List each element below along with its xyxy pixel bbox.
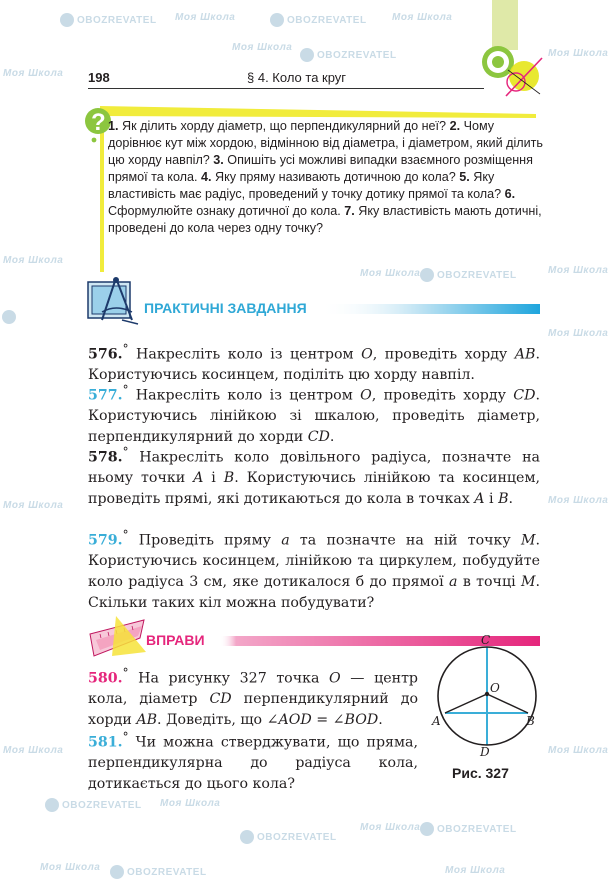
q3-text: Опишіть усі можливі випадки взаємного розміщення прямої та кола. bbox=[108, 153, 533, 184]
ex576-var: O bbox=[361, 346, 373, 363]
ex579-text: Проведіть пряму bbox=[128, 532, 282, 549]
ex577-var: O bbox=[360, 387, 372, 404]
q7-text: Яку властивість мають дотичні, проведені до кола через одну точку? bbox=[108, 204, 542, 235]
watermark-obozrevatel: OBOZREVATEL bbox=[420, 822, 517, 836]
watermark-moya-shkola: Моя Школа bbox=[175, 12, 236, 23]
ex578-text: Накресліть коло довільного радіуса, позначте на ньому точки bbox=[88, 449, 540, 487]
watermark-moya-shkola: Моя Школа bbox=[3, 68, 64, 79]
watermark-obozrevatel: OBOZREVATEL bbox=[420, 268, 517, 282]
watermark-moya-shkola: Моя Школа bbox=[3, 500, 64, 511]
q4-text: Яку пряму називають дотичною до кола? bbox=[211, 170, 460, 184]
exercise-581 bbox=[88, 727, 418, 795]
ex576-text: , проведіть хорду bbox=[372, 346, 515, 363]
watermark-moya-shkola: Моя Школа bbox=[548, 745, 608, 756]
ex579-text: . Користуючись косинцем, лінійкою та циркулем, побудуйте коло радіуса 3 см, яке дотикалося б до прямої bbox=[88, 532, 540, 590]
ex576-text: Накресліть коло із центром bbox=[128, 346, 362, 363]
ex576-number: 576. bbox=[88, 346, 123, 363]
ex580-var: O bbox=[329, 670, 341, 687]
ex579-var: a bbox=[281, 532, 290, 549]
watermark-moya-shkola: Моя Школа bbox=[548, 265, 608, 276]
exercise-578 bbox=[88, 442, 540, 510]
ex578-var: B bbox=[498, 490, 509, 507]
q7-num: 7. bbox=[344, 204, 355, 218]
watermark-moya-shkola: Моя Школа bbox=[548, 328, 608, 339]
ex578-var: B bbox=[223, 470, 235, 487]
ex578-text: . Користуючись лінійкою та косинцем, проведіть прямі, які дотикаються до кола в точках bbox=[88, 470, 540, 507]
radius-ob bbox=[487, 694, 528, 713]
watermark-obozrevatel: OBOZREVATEL bbox=[300, 48, 397, 62]
q6-text: Сформулюйте ознаку дотичної до кола. bbox=[108, 204, 345, 218]
q2-text: Чому дорівнює кут між хордою, відмінною від діаметра, і діаметром, який ділить цю хорду навпіл? bbox=[108, 119, 543, 167]
ex579-text: та позначте на ній точку bbox=[289, 532, 521, 549]
questions-text bbox=[108, 118, 548, 237]
ex581-text: Чи можна стверджувати, що пряма, перпендикулярна до радіуса кола, дотикається до цього кола? bbox=[88, 734, 418, 792]
watermark-obozrevatel: OBOZREVATEL bbox=[110, 865, 207, 879]
ex580-number: 580. bbox=[88, 670, 123, 687]
q2-num: 2. bbox=[449, 119, 461, 133]
ex578-text: і bbox=[203, 470, 224, 487]
point-o bbox=[485, 692, 489, 696]
ex578-number: 578. bbox=[88, 449, 123, 466]
ex577-text: . bbox=[329, 428, 335, 445]
radius-oa bbox=[445, 694, 487, 713]
watermark-moya-shkola: Моя Школа bbox=[548, 48, 608, 59]
ruler-triangle-icon bbox=[86, 612, 148, 662]
q5-text: Яку властивість має радіус, проведений у точку дотику прямої та кола? bbox=[108, 170, 505, 201]
ex578-text: . bbox=[508, 490, 514, 507]
label-a: A bbox=[432, 714, 441, 728]
ex577-text: , проведіть хорду bbox=[371, 387, 514, 404]
chapter-emblem-icon bbox=[478, 0, 546, 100]
ex580-equation: ∠AOD = ∠BOD bbox=[266, 711, 379, 728]
ex578-var: A bbox=[193, 470, 204, 487]
page-number: 198 bbox=[88, 70, 110, 85]
watermark-moya-shkola: Моя Школа bbox=[40, 862, 101, 873]
watermark-moya-shkola: Моя Школа bbox=[360, 268, 421, 279]
ex577-text: . Користуючись лінійкою зі шкалою, проведіть діаметр, перпендикулярний до хорди bbox=[88, 387, 540, 445]
q6-num: 6. bbox=[504, 187, 516, 201]
ex579-var: M bbox=[520, 573, 536, 590]
ex580-degree: ° bbox=[122, 666, 129, 680]
header-rule bbox=[88, 88, 484, 89]
ex579-degree: ° bbox=[122, 528, 129, 542]
ex576-degree: ° bbox=[122, 342, 129, 356]
ex580-text: . Доведіть, що bbox=[157, 711, 267, 728]
q1-num: 1. bbox=[108, 119, 119, 133]
ex580-text: На рисунку 327 точка bbox=[128, 670, 330, 687]
ex578-degree: ° bbox=[122, 445, 129, 459]
exercise-577 bbox=[88, 380, 540, 448]
practical-tasks-title: ПРАКТИЧНІ ЗАВДАННЯ bbox=[144, 300, 307, 316]
figure-caption: Рис. 327 bbox=[452, 765, 509, 781]
q1-text: Як ділить хорду діаметр, що перпендикулярний до неї? bbox=[118, 119, 450, 133]
exercise-576 bbox=[88, 339, 540, 386]
label-o: O bbox=[490, 681, 500, 695]
watermark-moya-shkola: Моя Школа bbox=[360, 822, 421, 833]
ex580-text: . bbox=[378, 711, 383, 728]
figure-327 bbox=[428, 630, 546, 764]
ex581-degree: ° bbox=[122, 730, 129, 744]
exercise-579 bbox=[88, 525, 540, 613]
ex581-number: 581. bbox=[88, 734, 123, 751]
ex578-text: і bbox=[484, 490, 499, 507]
q3-num: 3. bbox=[213, 153, 224, 167]
ex580-var: AB bbox=[136, 711, 157, 728]
ex579-text: в точці bbox=[457, 573, 521, 590]
watermark-moya-shkola: Моя Школа bbox=[3, 745, 64, 756]
watermark-obozrevatel: OBOZREVATEL bbox=[45, 798, 142, 812]
review-questions bbox=[108, 118, 548, 237]
watermark-moya-shkola: Моя Школа bbox=[548, 495, 608, 506]
exercise-580 bbox=[88, 663, 418, 731]
ex577-degree: ° bbox=[122, 383, 129, 397]
ex579-number: 579. bbox=[88, 532, 123, 549]
ex576-text: . Користуючись косинцем, поділіть цю хорду навпіл. bbox=[88, 346, 540, 384]
watermark-obozrevatel bbox=[2, 310, 16, 324]
exercises-title: ВПРАВИ bbox=[146, 632, 205, 648]
ex577-var: CD bbox=[307, 428, 330, 445]
watermark-moya-shkola: Моя Школа bbox=[160, 798, 221, 809]
watermark-obozrevatel: OBOZREVATEL bbox=[240, 830, 337, 844]
watermark-moya-shkola: Моя Школа bbox=[3, 255, 64, 266]
drafting-tools-icon bbox=[86, 276, 144, 328]
label-b: B bbox=[526, 714, 535, 728]
question-icon-glyph: ? bbox=[91, 109, 106, 136]
watermark-obozrevatel: OBOZREVATEL bbox=[60, 13, 157, 27]
chapter-title: § 4. Коло та круг bbox=[247, 70, 347, 85]
ex576-var: AB bbox=[514, 346, 536, 363]
ex580-text: — центр кола, діаметр bbox=[88, 670, 418, 708]
ex580-text: перпендикулярний до хорди bbox=[88, 691, 418, 728]
ex579-text: . Скільки таких кіл можна побудувати? bbox=[88, 573, 540, 611]
ex577-var: CD bbox=[513, 387, 536, 404]
label-d: D bbox=[480, 745, 490, 759]
ex579-var: a bbox=[449, 573, 458, 590]
watermark-moya-shkola: Моя Школа bbox=[232, 42, 293, 53]
q5-num: 5. bbox=[459, 170, 470, 184]
ex577-text: Накресліть коло із центром bbox=[128, 387, 361, 404]
watermark-obozrevatel: OBOZREVATEL bbox=[270, 13, 367, 27]
ex577-number: 577. bbox=[88, 387, 123, 404]
ex580-var: CD bbox=[209, 691, 232, 708]
q4-num: 4. bbox=[201, 170, 212, 184]
watermark-moya-shkola: Моя Школа bbox=[445, 865, 506, 876]
watermark-moya-shkola: Моя Школа bbox=[392, 12, 453, 23]
label-c: C bbox=[481, 633, 491, 647]
ex579-var: M bbox=[520, 532, 536, 549]
ex578-var: A bbox=[474, 490, 485, 507]
